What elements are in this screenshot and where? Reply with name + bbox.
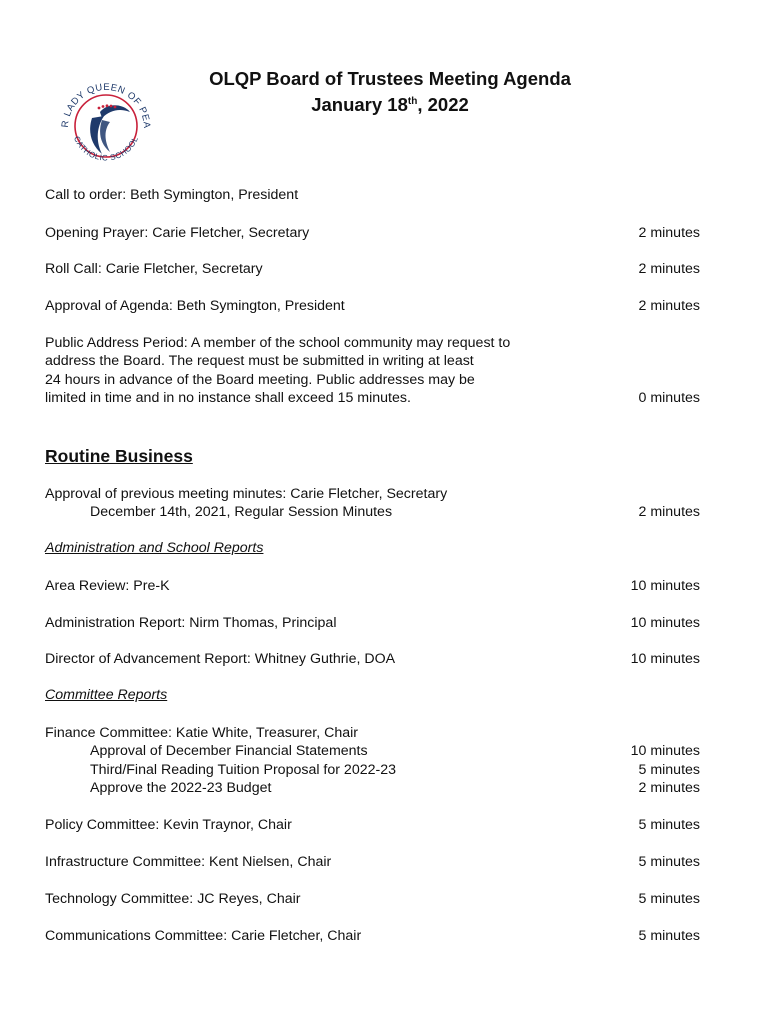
finance-subitem-time: 10 minutes: [630, 743, 700, 760]
finance-committee-label: Finance Committee: Katie White, Treasurer, Chair: [45, 725, 359, 741]
section-heading-routine-business: Routine Business: [45, 446, 193, 466]
agenda-item-label: Administration Report: Nirm Thomas, Principal: [45, 615, 337, 631]
agenda-item-time: 2 minutes: [638, 261, 700, 277]
finance-subitem-time: 5 minutes: [638, 761, 700, 778]
agenda-item-finance-committee: [45, 724, 700, 798]
agenda-item-label: Policy Committee: Kevin Traynor, Chair: [45, 817, 292, 833]
school-seal-icon: [52, 72, 160, 180]
logo-top-text: R LADY QUEEN OF PEA: [59, 81, 153, 129]
public-address-line: 24 hours in advance of the Board meeting. Public addresses may be: [45, 371, 475, 388]
finance-times: [631, 724, 700, 798]
agenda-item-label: Roll Call: Carie Fletcher, Secretary: [45, 261, 263, 277]
title-date-year: , 2022: [417, 94, 469, 115]
public-address-text: [45, 334, 510, 408]
previous-minutes-line-2: December 14th, 2021, Regular Session Minutes: [90, 504, 393, 521]
agenda-item-time: 2 minutes: [638, 225, 700, 241]
page-title: [175, 66, 605, 118]
agenda-item-label: Opening Prayer: Carie Fletcher, Secretary: [45, 225, 310, 241]
finance-subitem-label: Approval of December Financial Statements: [90, 743, 368, 760]
agenda-item-time: 5 minutes: [638, 854, 700, 870]
agenda-item-label: Director of Advancement Report: Whitney Guthrie, DOA: [45, 651, 396, 667]
agenda-item-label: Approval of Agenda: Beth Symington, President: [45, 298, 345, 314]
public-address-line: Public Address Period: A member of the school community may request to: [45, 335, 511, 351]
agenda-item-public-address: [45, 334, 700, 408]
school-logo: [52, 72, 160, 180]
agenda-item-time: 2 minutes: [638, 298, 700, 314]
subheading-admin-reports: Administration and School Reports: [45, 540, 264, 556]
agenda-item-time: 10 minutes: [630, 651, 700, 667]
agenda-item-label: Technology Committee: JC Reyes, Chair: [45, 891, 301, 907]
agenda-item-time: 2 minutes: [638, 504, 700, 520]
title-date-suffix: th: [407, 95, 418, 107]
agenda-item-previous-minutes: [45, 485, 700, 522]
agenda-item-time: 5 minutes: [638, 928, 700, 944]
agenda-item-label: Area Review: Pre-K: [45, 578, 170, 594]
public-address-line: limited in time and in no instance shall exceed 15 minutes.: [45, 390, 411, 407]
title-date-prefix: January 18: [311, 94, 408, 115]
agenda-item-time: 10 minutes: [630, 615, 700, 631]
logo-bottom-text: CATHOLIC SCHOOL: [71, 134, 141, 163]
agenda-item-time: 5 minutes: [638, 817, 700, 833]
subheading-committee-reports: Committee Reports: [45, 687, 168, 703]
agenda-item-time: 5 minutes: [638, 891, 700, 907]
finance-committee-text: [45, 724, 396, 798]
agenda-item-label: Infrastructure Committee: Kent Nielsen, Chair: [45, 854, 332, 870]
agenda-item-label: Call to order: Beth Symington, President: [45, 187, 299, 203]
finance-subitem-time: 2 minutes: [638, 780, 700, 797]
finance-subitem-label: Approve the 2022-23 Budget: [90, 780, 272, 797]
finance-subitem-label: Third/Final Reading Tuition Proposal for 2022-23: [90, 761, 396, 778]
title-date: [175, 92, 605, 118]
agenda-item-label: Communications Committee: Carie Fletcher, Chair: [45, 928, 362, 944]
svg-text:CATHOLIC SCHOOL: [72, 135, 140, 163]
agenda-item-time: 10 minutes: [630, 578, 700, 594]
public-address-line: address the Board. The request must be submitted in writing at least: [45, 353, 474, 370]
previous-minutes-text: [45, 485, 447, 522]
agenda-item-time: 0 minutes: [638, 390, 700, 406]
title-line-1: OLQP Board of Trustees Meeting Agenda: [209, 68, 571, 89]
previous-minutes-line-1: Approval of previous meeting minutes: Carie Fletcher, Secretary: [45, 486, 448, 502]
